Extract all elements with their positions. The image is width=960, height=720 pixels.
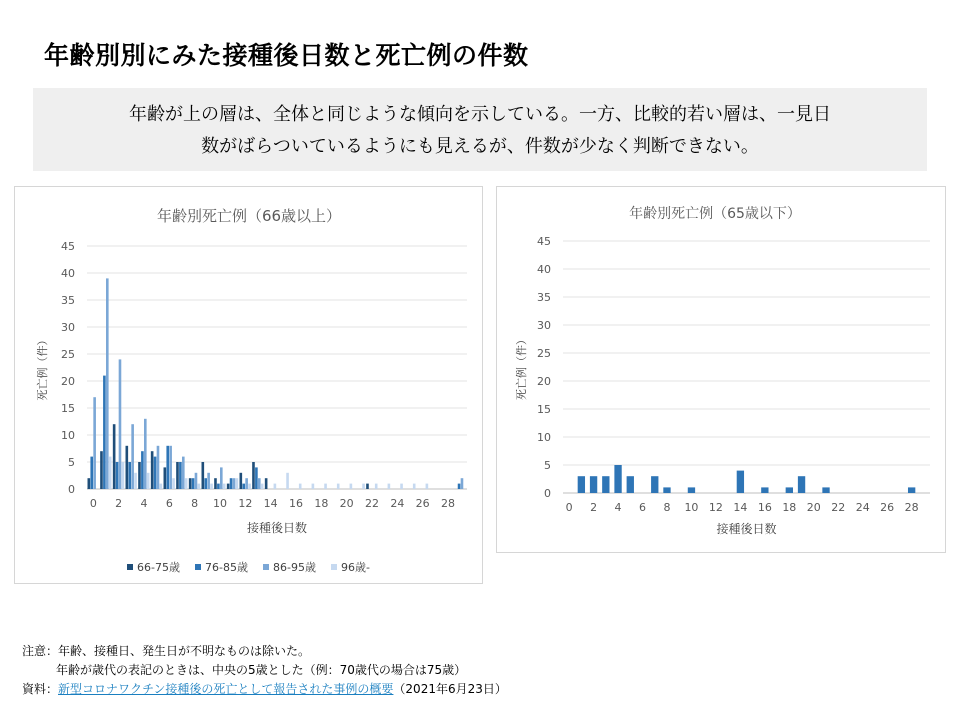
bar-mark [154, 457, 157, 489]
summary-line-2: 数がばらついているようにも見えるが、件数が少なく判断できない。 [201, 136, 759, 157]
x-tick-label: 20 [806, 501, 821, 514]
bar-mark [90, 457, 93, 489]
bar-mark [122, 462, 125, 489]
bar-mark [195, 473, 198, 489]
x-tick-label: 0 [565, 501, 573, 514]
x-tick-label: 22 [831, 501, 846, 514]
summary-box [33, 88, 927, 171]
bar-mark [255, 467, 258, 489]
y-tick-label: 45 [61, 240, 75, 253]
x-tick-label: 22 [365, 497, 379, 510]
legend-label: 86-95歳 [273, 561, 316, 574]
x-tick-label: 28 [441, 497, 455, 510]
x-tick-label: 26 [880, 501, 895, 514]
legend-swatch [127, 564, 133, 570]
x-tick-label: 14 [733, 501, 748, 514]
bar-mark [233, 478, 236, 489]
y-tick-label: 0 [68, 483, 75, 496]
y-tick-label: 5 [68, 456, 75, 469]
bar-mark [286, 473, 289, 489]
x-tick-label: 4 [140, 497, 148, 510]
y-tick-label: 25 [61, 348, 75, 361]
bar-mark [614, 465, 621, 493]
bar-mark [299, 484, 302, 489]
bar-mark [223, 484, 226, 489]
bar-mark [192, 478, 195, 489]
bar-mark [274, 484, 277, 489]
bar-mark [737, 471, 744, 493]
y-tick-label: 15 [537, 403, 551, 416]
bar-mark [147, 473, 150, 489]
x-tick-label: 14 [263, 497, 278, 510]
bar-mark [688, 487, 695, 493]
bar-mark [245, 478, 248, 489]
bar-mark [312, 484, 315, 489]
bar-mark [236, 478, 239, 489]
bar-mark [375, 484, 378, 489]
bar-mark [578, 476, 585, 493]
bar-mark [141, 451, 144, 489]
source-prefix: 資料： [22, 682, 59, 696]
y-axis-label: 死亡例（件） [36, 334, 49, 401]
bar-mark [164, 467, 167, 489]
bar-mark [265, 478, 268, 489]
bar-mark [126, 446, 129, 489]
bar-mark [88, 478, 91, 489]
x-tick-label: 8 [663, 501, 671, 514]
bar-mark [172, 478, 175, 489]
bar-mark [627, 476, 634, 493]
x-axis-label: 接種後日数 [716, 522, 777, 536]
bar-mark [240, 473, 243, 489]
bar-mark [144, 419, 147, 489]
y-tick-label: 10 [537, 431, 551, 444]
bar-mark [204, 478, 207, 489]
y-tick-label: 40 [537, 263, 551, 276]
bar-mark [176, 462, 179, 489]
bar-mark [388, 484, 391, 489]
x-tick-label: 0 [89, 497, 97, 510]
bar-mark [185, 478, 188, 489]
y-tick-label: 45 [537, 235, 551, 248]
bar-mark [93, 397, 96, 489]
chart-65-under [496, 186, 946, 553]
bar-mark [908, 487, 915, 493]
bar-mark [119, 359, 122, 489]
bar-mark [100, 451, 103, 489]
bar-mark [252, 462, 255, 489]
bar-mark [590, 476, 597, 493]
y-tick-label: 20 [537, 375, 551, 388]
bar-mark [761, 487, 768, 493]
bar-mark [207, 473, 210, 489]
chart-66-plus-svg [15, 187, 484, 585]
y-tick-label: 15 [61, 402, 75, 415]
notes [22, 642, 507, 699]
x-tick-label: 10 [684, 501, 699, 514]
note-line-2: 年齢が歳代の表記のときは、中央の5歳とした（例：70歳代の場合は75歳） [56, 663, 467, 677]
y-axis-label: 死亡例（件） [515, 334, 528, 400]
note-source [22, 680, 507, 699]
legend-swatch [331, 564, 337, 570]
bar-mark [128, 462, 131, 489]
bar-mark [179, 462, 182, 489]
x-tick-label: 20 [339, 497, 354, 510]
bar-mark [458, 484, 461, 489]
bar-mark [113, 424, 116, 489]
bar-mark [106, 278, 109, 489]
bar-mark [217, 484, 220, 489]
y-tick-label: 5 [544, 459, 551, 472]
bar-mark [151, 451, 154, 489]
bar-mark [350, 484, 353, 489]
bar-mark [157, 446, 160, 489]
x-tick-label: 16 [757, 501, 772, 514]
x-tick-label: 2 [590, 501, 598, 514]
x-tick-label: 24 [855, 501, 870, 514]
bar-mark [663, 487, 670, 493]
legend-label: 76-85歳 [205, 561, 248, 574]
bar-mark [362, 484, 365, 489]
bar-mark [103, 376, 106, 489]
bar-mark [413, 484, 416, 489]
bar-mark [166, 446, 169, 489]
bar-mark [198, 484, 201, 489]
bar-mark [366, 484, 369, 489]
x-tick-label: 26 [415, 497, 430, 510]
legend-label: 66-75歳 [137, 561, 180, 574]
x-tick-label: 16 [289, 497, 303, 510]
bar-mark [210, 484, 213, 489]
x-tick-label: 18 [314, 497, 329, 510]
chart-title: 年齢別死亡例（66歳以上） [156, 207, 342, 225]
y-tick-label: 35 [537, 291, 551, 304]
bar-mark [134, 473, 137, 489]
bar-mark [324, 484, 327, 489]
bar-mark [227, 484, 230, 489]
bar-mark [337, 484, 340, 489]
bar-mark [160, 484, 163, 489]
y-tick-label: 20 [61, 375, 75, 388]
bar-mark [798, 476, 805, 493]
x-tick-label: 28 [904, 501, 919, 514]
x-tick-label: 4 [614, 501, 622, 514]
x-tick-label: 2 [115, 497, 123, 510]
legend-swatch [195, 564, 201, 570]
bar-mark [461, 478, 464, 489]
bar-mark [116, 462, 119, 489]
bar-mark [426, 484, 429, 489]
bar-mark [261, 484, 264, 489]
y-tick-label: 25 [537, 347, 551, 360]
x-tick-label: 18 [782, 501, 797, 514]
note-line-1: 注意：年齢、接種日、発生日が不明なものは除いた。 [22, 644, 311, 658]
x-tick-label: 12 [708, 501, 723, 514]
bar-mark [220, 467, 223, 489]
y-tick-label: 35 [61, 294, 75, 307]
y-tick-label: 10 [61, 429, 75, 442]
bar-mark [602, 476, 609, 493]
x-tick-label: 24 [390, 497, 405, 510]
x-tick-label: 10 [213, 497, 227, 510]
bar-mark [258, 478, 261, 489]
legend-label: 96歳- [341, 561, 370, 574]
bar-mark [131, 424, 134, 489]
bar-mark [242, 484, 245, 489]
x-tick-label: 6 [165, 497, 173, 510]
x-axis-label: 接種後日数 [246, 521, 308, 535]
bar-mark [651, 476, 658, 493]
bar-mark [822, 487, 829, 493]
slide-title: 年齢別別にみた接種後日数と死亡例の件数 [44, 41, 529, 70]
source-link[interactable]: 新型コロナワクチン接種後の死亡として報告された事例の概要 [58, 682, 394, 696]
bar-mark [230, 478, 233, 489]
x-tick-label: 6 [639, 501, 647, 514]
y-tick-label: 30 [61, 321, 75, 334]
bar-mark [169, 446, 172, 489]
x-tick-label: 12 [238, 497, 253, 510]
chart-65-under-svg [497, 187, 947, 554]
bar-mark [138, 462, 141, 489]
bar-mark [182, 457, 185, 489]
bar-mark [202, 462, 205, 489]
bar-mark [400, 484, 403, 489]
bar-mark [109, 457, 112, 489]
legend-swatch [263, 564, 269, 570]
y-tick-label: 40 [61, 267, 75, 280]
chart-66-plus [14, 186, 483, 584]
bar-mark [248, 484, 251, 489]
y-tick-label: 0 [544, 487, 551, 500]
y-tick-label: 30 [537, 319, 551, 332]
source-date: （2021年6月23日） [393, 682, 507, 696]
x-tick-label: 8 [191, 497, 199, 510]
bar-mark [214, 478, 217, 489]
chart-title: 年齢別死亡例（65歳以下） [629, 206, 801, 222]
bar-mark [786, 487, 793, 493]
summary-line-1: 年齢が上の層は、全体と同じような傾向を示している。一方、比較的若い層は、一見日 [129, 104, 831, 125]
bar-mark [189, 478, 192, 489]
